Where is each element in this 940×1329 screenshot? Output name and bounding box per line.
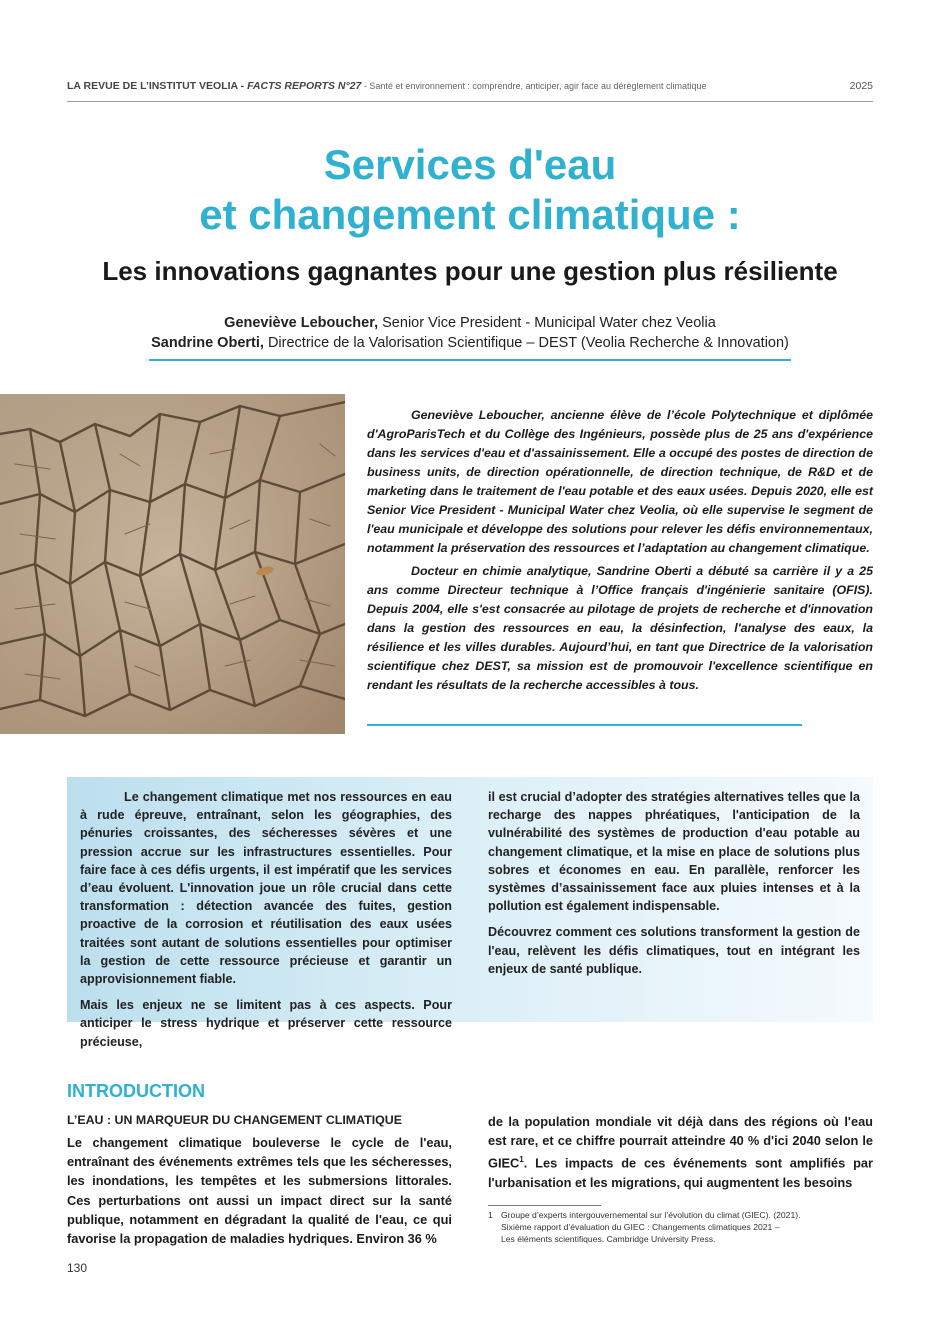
- intro-paragraph: Mais les enjeux ne se limitent pas à ces aspects. Pour anticiper le stress hydrique et préserver cette ressource précieuse,: [80, 998, 452, 1049]
- issue-year: 2025: [849, 80, 873, 92]
- section-heading: INTRODUCTION: [67, 1081, 205, 1101]
- title-line-2: et changement climatique :: [199, 191, 741, 238]
- footnote-line: Sixième rapport d’évaluation du GIEC : Changements climatiques 2021 –: [501, 1222, 780, 1232]
- footnote-text: [501, 1209, 873, 1245]
- author-list: [0, 313, 940, 353]
- author-bios: [367, 406, 873, 699]
- footnote-line: Les éléments scientifiques. Cambridge University Press.: [501, 1234, 716, 1244]
- intro-column-right: [488, 788, 860, 986]
- body-paragraph: [488, 1112, 873, 1192]
- cracked-earth-image: [0, 394, 345, 734]
- body-paragraph: Le changement climatique bouleverse le cycle de l'eau, entraînant des événements extrêmes tels que les sécheresses, les inondations, les tempêtes et les submersions littorales. Ces perturbations ont aussi un impact direct sur la santé publique, notamment en dégradant la qualité de l'eau, ce qui favorise la propagation de maladies hydriques. Environ 36 %: [67, 1135, 452, 1247]
- series-name: FACTS REPORTS N°27: [247, 80, 362, 92]
- footnote-reference[interactable]: 1: [519, 1155, 524, 1165]
- article-title: [0, 140, 940, 240]
- intro-paragraph: il est crucial d’adopter des stratégies alternatives telles que la recharge des nappes phréatiques, l'anticipation de la vulnérabilité des systèmes de production d'eau potable au changement climatique, et la mise en place de solutions plus sobres et économes en eau. En parallèle, renforcer les systèmes d’assainissement face aux pluies intenses et à la pollution est également indispensable.: [488, 790, 860, 914]
- body-text: de la population mondiale vit déjà dans des régions où l'eau est rare, et ce chiffre pourrait atteindre 40 % d'ici 2040 selon le GIEC: [488, 1114, 873, 1171]
- footnote-number: 1: [488, 1210, 493, 1220]
- author-line: [0, 313, 940, 333]
- author-role: Senior Vice President - Municipal Water chez Veolia: [378, 315, 716, 331]
- intro-paragraph: Découvrez comment ces solutions transforment la gestion de l'eau, relèvent les défis climatiques, tout en intégrant les enjeux de santé publique.: [488, 925, 860, 976]
- title-line-1: Services d'eau: [323, 141, 617, 188]
- page-number: 130: [67, 1261, 88, 1275]
- author-name: Geneviève Leboucher,: [224, 315, 379, 331]
- author-name: Sandrine Oberti,: [151, 335, 264, 351]
- cracked-earth-illustration: [0, 394, 345, 734]
- body-column-left: [67, 1133, 452, 1248]
- section-subheading: L’EAU : UN MARQUEUR DU CHANGEMENT CLIMATIQUE: [67, 1113, 402, 1127]
- article-subtitle: Les innovations gagnantes pour une gestion plus résiliente: [102, 256, 838, 286]
- author-role: Directrice de la Valorisation Scientifique – DEST (Veolia Recherche & Innovation): [263, 335, 789, 351]
- footnote-divider: [488, 1205, 601, 1206]
- body-text: . Les impacts de ces événements sont amplifiés par l'urbanisation et les migrations, qui augmentent les besoins: [488, 1155, 873, 1190]
- journal-name: LA REVUE DE L’INSTITUT VEOLIA -: [67, 80, 248, 92]
- bio-leboucher: Geneviève Leboucher, ancienne élève de l’école Polytechnique et diplômée d'AgroParisTech et du Collège des Ingénieurs, possède plus de 25 ans d'expérience dans les services d'eau et d'assainissement. Elle a occupé des postes de direction de business units, de direction opérationnelle, de direction technique, de R&D et de marketing dans le traitement de l'eau potable et des eaux usées. Depuis 2020, elle est Senior Vice President - Municipal Water chez Veolia, où elle supervise le segment de l'eau municipale et développe des solutions pour relever les défis environnementaux, notamment la préservation des ressources et l’adaptation au changement climatique.: [367, 408, 873, 555]
- author-line: [0, 333, 940, 353]
- body-column-right: [488, 1112, 873, 1192]
- issue-subtitle: - Santé et environnement : comprendre, anticiper, agir face au dérèglement climatique: [361, 81, 707, 91]
- running-header: [67, 80, 873, 92]
- bio-oberti: Docteur en chimie analytique, Sandrine Oberti a débuté sa carrière il y a 25 ans comme Directeur technique à l’Office français d'ingénierie sanitaire (OFIS). Depuis 2004, elle s'est consacrée au pilotage de projets de recherche et d'innovation dans la gestion des ressources en eau, la désinfection, l'analyse des eaux, la résilience et les villes durables. Aujourd’hui, en tant que Directrice de la valorisation scientifique chez DEST, sa mission est de promouvoir l'excellence scientifique en rendant les résultats de la recherche accessibles à tous.: [367, 564, 873, 692]
- footnote-line: Groupe d’experts intergouvernemental sur l’évolution du climat (GIEC). (2021).: [501, 1210, 801, 1220]
- intro-column-left: [80, 788, 452, 1059]
- header-divider: [67, 101, 873, 102]
- footnote: [488, 1209, 873, 1245]
- intro-paragraph: Le changement climatique met nos ressources en eau à rude épreuve, entraînant, selon les géographies, des pénuries croissantes, des sécheresses sévères et une pression accrue sur les infrastructures essentielles. Pour faire face à ces défis urgents, il est impératif que les services d’eau évoluent. L'innovation joue un rôle crucial dans cette transformation : détection avancée des fuites, gestion proactive de la corrosion et réutilisation des eaux usées traitées sont autant de solutions essentielles pour optimiser la gestion de cette ressource précieuse et garantir un approvisionnement fiable.: [80, 790, 452, 987]
- bios-divider: [367, 724, 802, 726]
- authors-divider: [149, 359, 791, 361]
